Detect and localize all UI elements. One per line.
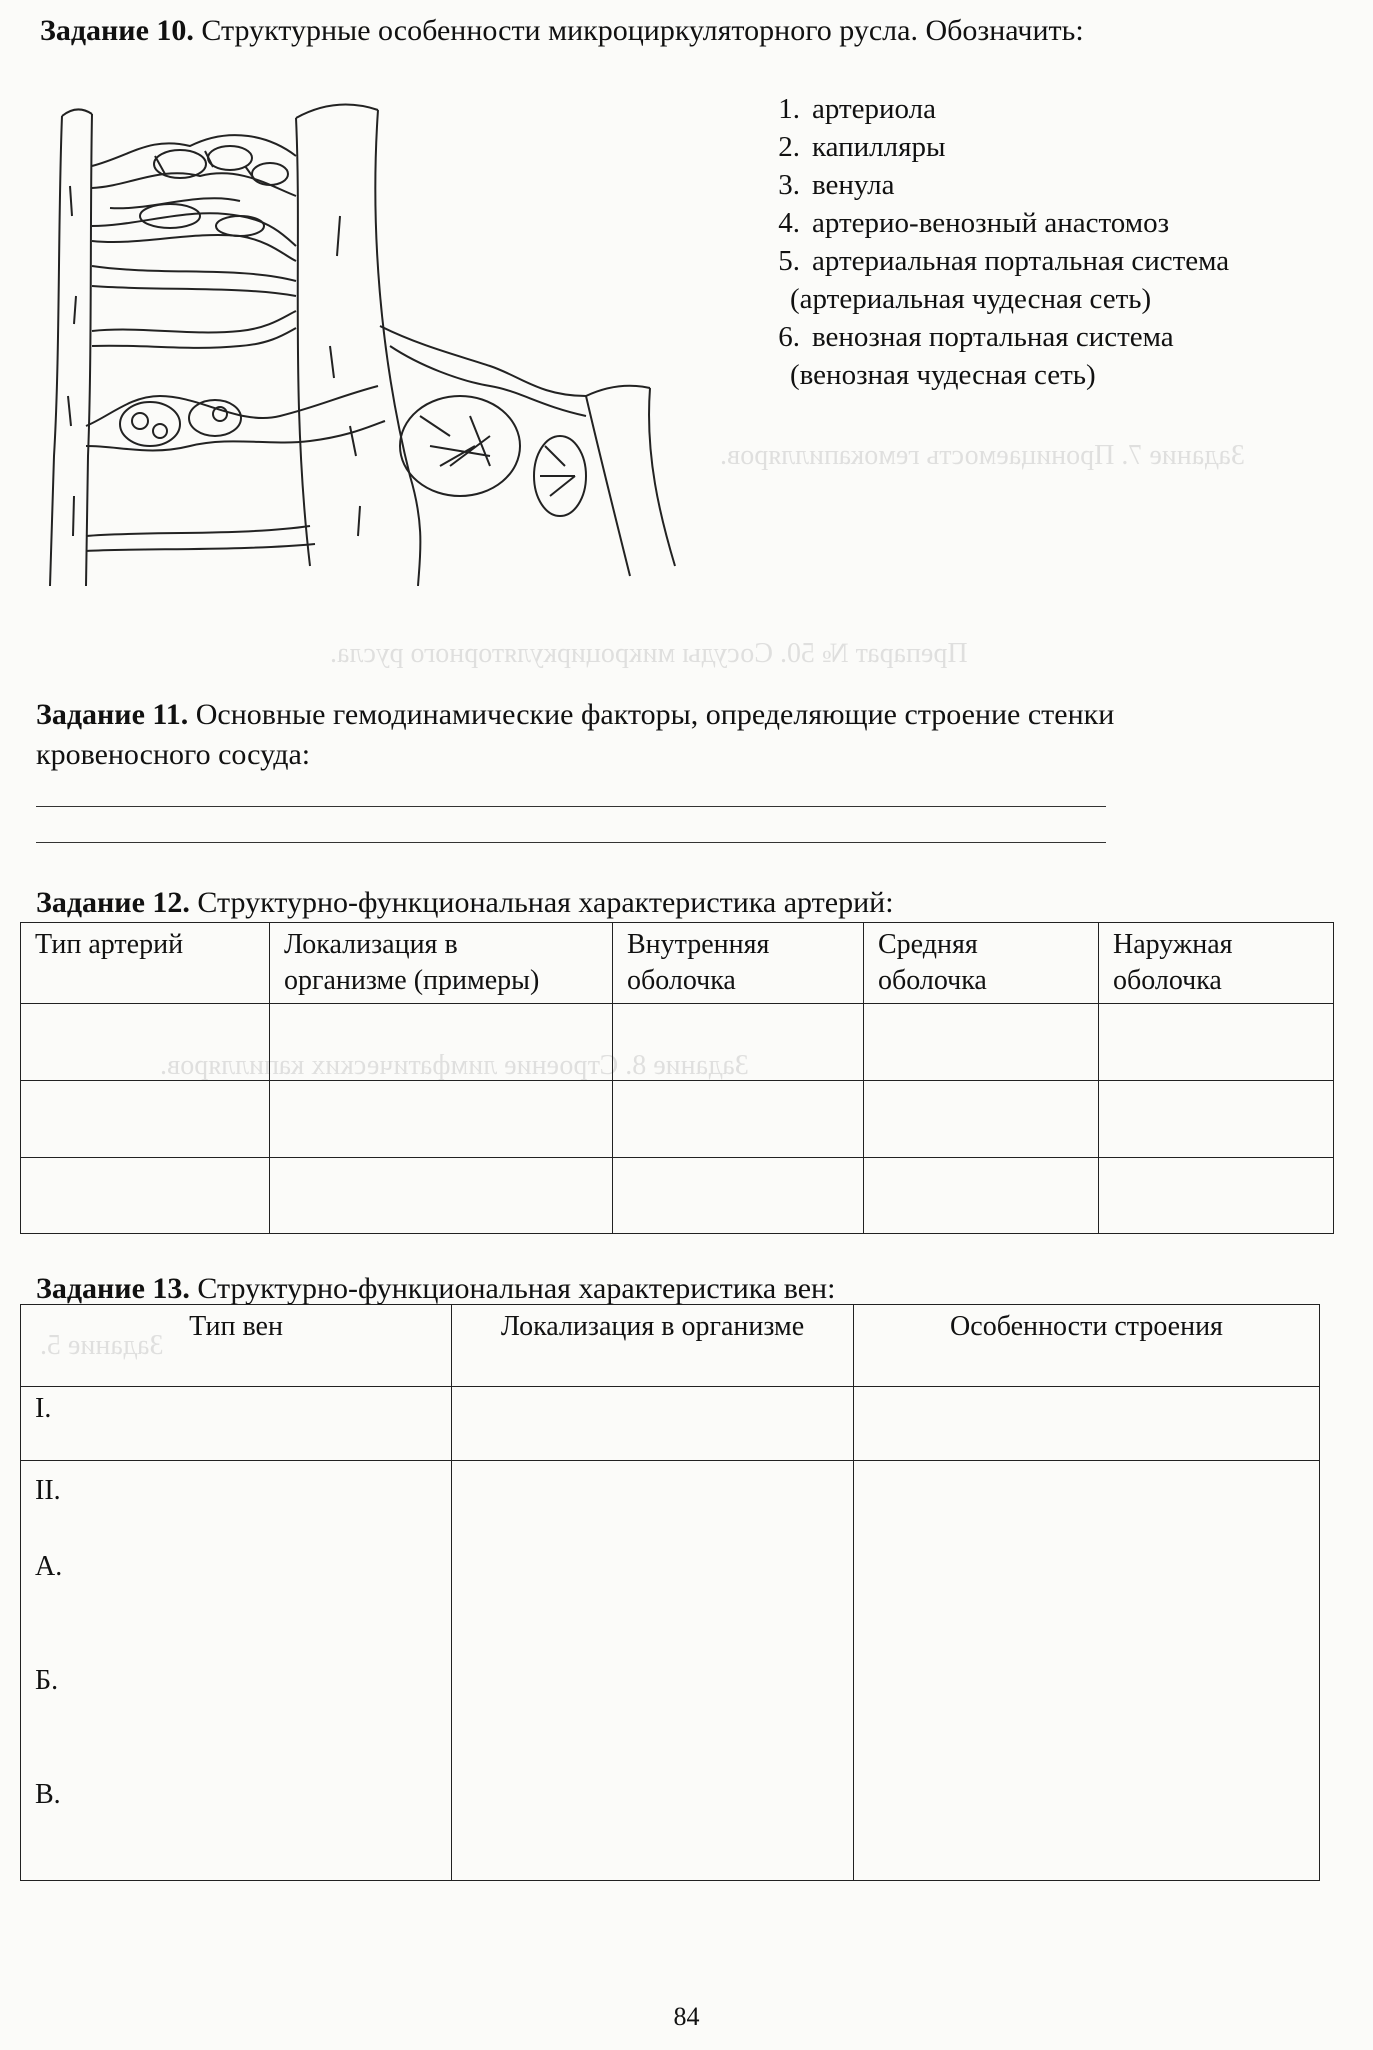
task10-number: Задание 10.	[40, 14, 194, 47]
header-cell: Особенности строения	[854, 1305, 1320, 1387]
table-cell[interactable]	[21, 1461, 452, 1881]
legend-item: 2. капилляры	[778, 131, 946, 163]
table-cell[interactable]	[270, 1004, 613, 1081]
task13-number: Задание 13.	[36, 1272, 190, 1305]
table-header-row	[21, 1305, 1320, 1387]
legend-item: 6. венозная портальная система (венозная чудесная сеть)	[778, 321, 1174, 391]
table-cell[interactable]	[21, 1387, 452, 1461]
header-cell: Наружная оболочка	[1099, 923, 1334, 1004]
task10-legend	[762, 90, 1229, 394]
table-cell[interactable]	[1099, 1004, 1334, 1081]
header-cell: Локализация в организме (примеры)	[270, 923, 613, 1004]
table-cell[interactable]	[864, 1081, 1099, 1158]
bleed-text: Задание 7. Проницаемость гемокапилляров.	[720, 440, 1245, 471]
bleed-text: Препарат № 50. Сосуды микроциркуляторного русла.	[330, 638, 968, 669]
table-cell[interactable]	[1099, 1081, 1334, 1158]
table-cell[interactable]	[864, 1004, 1099, 1081]
legend-item: 4. артерио-венозный анастомоз	[778, 207, 1170, 239]
table-cell[interactable]	[864, 1158, 1099, 1234]
legend-item: 3. венула	[778, 169, 895, 201]
legend-item: 1. артериола	[778, 93, 937, 125]
table-cell[interactable]	[270, 1081, 613, 1158]
header-cell: Средняя оболочка	[864, 923, 1099, 1004]
table-row	[21, 1461, 1320, 1881]
header-cell: Внутренняя оболочка	[613, 923, 864, 1004]
arteries-table	[20, 922, 1334, 1234]
table-cell[interactable]	[854, 1461, 1320, 1881]
portal-network	[86, 326, 586, 551]
task11-line2: кровеносного сосуда:	[36, 738, 311, 771]
row-label: А.	[35, 1551, 63, 1582]
venule-vessel	[296, 105, 420, 586]
task12-text: Структурно-функциональная характеристика артерий:	[197, 886, 894, 919]
table-cell[interactable]	[613, 1158, 864, 1234]
answer-line[interactable]	[36, 806, 1106, 807]
task10-heading	[40, 12, 1084, 50]
page-number: 84	[673, 2002, 700, 2031]
task11-number: Задание 11.	[36, 698, 189, 731]
veins-table	[20, 1304, 1320, 1881]
small-vessel	[586, 386, 675, 576]
table-cell[interactable]	[1099, 1158, 1334, 1234]
row-label: I.	[35, 1393, 52, 1424]
row-label: В.	[35, 1779, 61, 1810]
row-label: Б.	[35, 1665, 59, 1696]
header-cell: Тип вен	[21, 1305, 452, 1387]
table-cell[interactable]	[21, 1004, 270, 1081]
table-cell[interactable]	[854, 1387, 1320, 1461]
table-cell[interactable]	[452, 1387, 854, 1461]
capillary-network	[92, 135, 296, 348]
task13-text: Структурно-функциональная характеристика вен:	[197, 1272, 836, 1305]
legend-item: 5. артериальная портальная система (артериальная чудесная сеть)	[778, 245, 1230, 315]
table-cell[interactable]	[613, 1004, 864, 1081]
header-cell: Локализация в организме	[452, 1305, 854, 1387]
table-cell[interactable]	[613, 1081, 864, 1158]
task12-heading	[36, 884, 894, 922]
bleed-text: Задание 8. Строение лимфатических капилляров.	[160, 1050, 749, 1081]
table-row	[21, 1081, 1334, 1158]
row-label: II.	[35, 1475, 61, 1506]
table-row	[21, 1158, 1334, 1234]
table-header-row	[21, 923, 1334, 1004]
table-cell[interactable]	[270, 1158, 613, 1234]
table-row	[21, 1387, 1320, 1461]
table-cell[interactable]	[452, 1461, 854, 1881]
header-cell: Тип артерий	[21, 923, 270, 1004]
table-cell[interactable]	[21, 1158, 270, 1234]
task11-heading	[36, 696, 1114, 734]
table-cell[interactable]	[21, 1081, 270, 1158]
microcirculation-diagram	[40, 96, 680, 586]
task13-heading	[36, 1270, 835, 1308]
answer-line[interactable]	[36, 842, 1106, 843]
task11-line1: Основные гемодинамические факторы, определяющие строение стенки	[195, 698, 1115, 731]
arteriole-vessel	[50, 109, 92, 586]
table-row	[21, 1004, 1334, 1081]
bleed-text: Задание 5.	[40, 1330, 164, 1361]
task10-text: Структурные особенности микроциркуляторного русла. Обозначить:	[201, 14, 1084, 47]
task12-number: Задание 12.	[36, 886, 190, 919]
